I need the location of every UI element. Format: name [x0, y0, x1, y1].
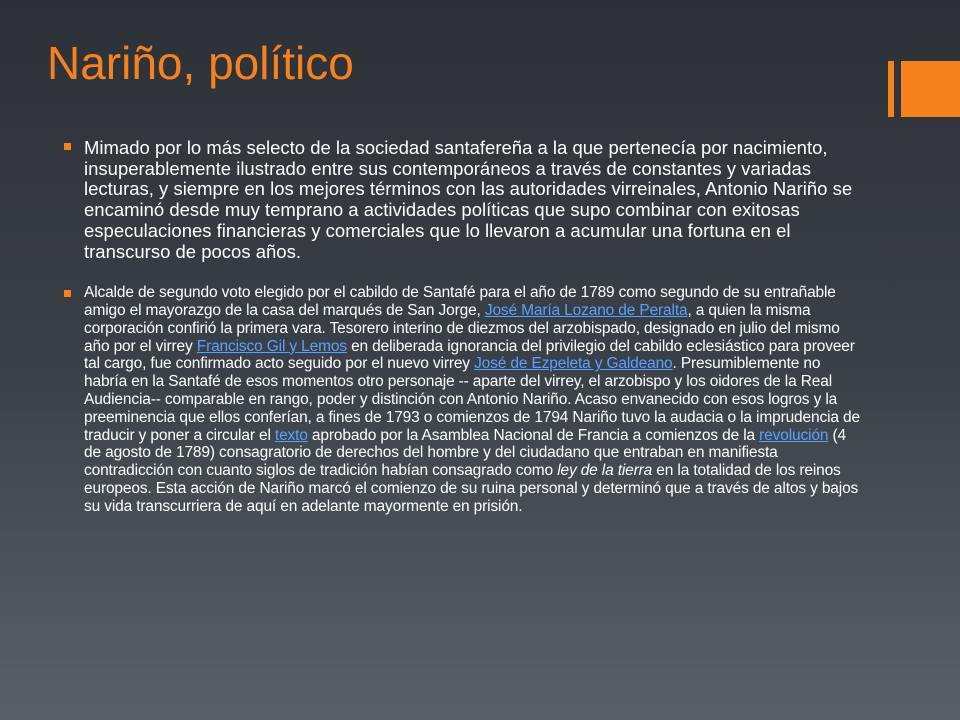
link-francisco-gil-y-lemos[interactable]: Francisco Gil y Lemos: [196, 337, 347, 355]
bullet-text-segment: Alcalde de segundo voto elegido por el cabildo de Santafé para el año de 1789 como segundo de su entrañable amigo el mayorazgo de la casa del marqués de San Jorge,: [84, 284, 836, 320]
bullet-item-1: [64, 138, 864, 262]
square-bullet-icon: [64, 143, 71, 150]
decorative-bar-thick: [901, 61, 960, 117]
bullet-list: [64, 138, 864, 516]
bullet-text-segment: , a quien la misma corporación confirió la primera vara. Tesorero interino de diezmos del arzobispado, designado en julio del mismo año por el virrey: [84, 302, 840, 355]
square-bullet-icon: [64, 290, 71, 297]
bullet-text-1: Mimado por lo más selecto de la sociedad santafereña a la que pertenecía por nacimiento, insuperablemente ilustrado entre sus contemporáneos a través de constantes y variadas lecturas, y siempre en los mejores términos con las autoridades virreinales, Antonio Nariño se encaminó desde muy temprano a actividades políticas que supo combinar con exitosas especulaciones financieras y comerciales que lo llevaron a acumular una fortuna en el transcurso de pocos años.: [84, 137, 853, 262]
link-texto[interactable]: texto: [274, 426, 308, 444]
slide-title: Nariño, político: [47, 37, 354, 89]
bullet-text-segment: . Presumiblemente no habría en la Santafé de esos momentos otro personaje -- aparte del virrey, el arzobispo y los oidores de la Real Audiencia-- comparable en rango, poder y distinción con Antonio Nariño. Acaso envanecido con esos logros y la preeminencia que ellos conferían, a fines de 1793 o comienzos de 1794 Nariño tuvo la audacia o la imprudencia de traducir y poner a circular el: [84, 355, 860, 444]
decorative-bar-thin: [888, 61, 894, 117]
italic-phrase: ley de la tierra: [557, 462, 653, 480]
bullet-item-2: [64, 284, 864, 515]
link-jose-de-ezpeleta-y-galdeano[interactable]: José de Ezpeleta y Galdeano: [474, 355, 673, 373]
bullet-text-segment: (4 de agosto de 1789) consagratorio de derechos del hombre y del ciudadano que entraban en manifiesta contradicción con cuanto siglos de tradición habían consagrado como: [84, 426, 846, 480]
bullet-text-segment: aprobado por la Asamblea Nacional de Francia a comienzos de la: [307, 426, 760, 444]
bullet-text-segment: en deliberada ignorancia del privilegio del cabildo eclesiástico para proveer tal cargo, fue confirmado acto seguido por el nuevo virrey: [84, 337, 855, 373]
link-revolucion[interactable]: revolución: [759, 426, 829, 444]
bullet-text-segment: en la totalidad de los reinos europeos. Esta acción de Nariño marcó el comienzo de su ruina personal y determinó que a través de altos y bajos su vida transcurriera de aquí en adelante mayormente en prisión.: [84, 462, 859, 515]
link-jose-maria-lozano-de-peralta[interactable]: José María Lozano de Peralta: [484, 302, 688, 320]
